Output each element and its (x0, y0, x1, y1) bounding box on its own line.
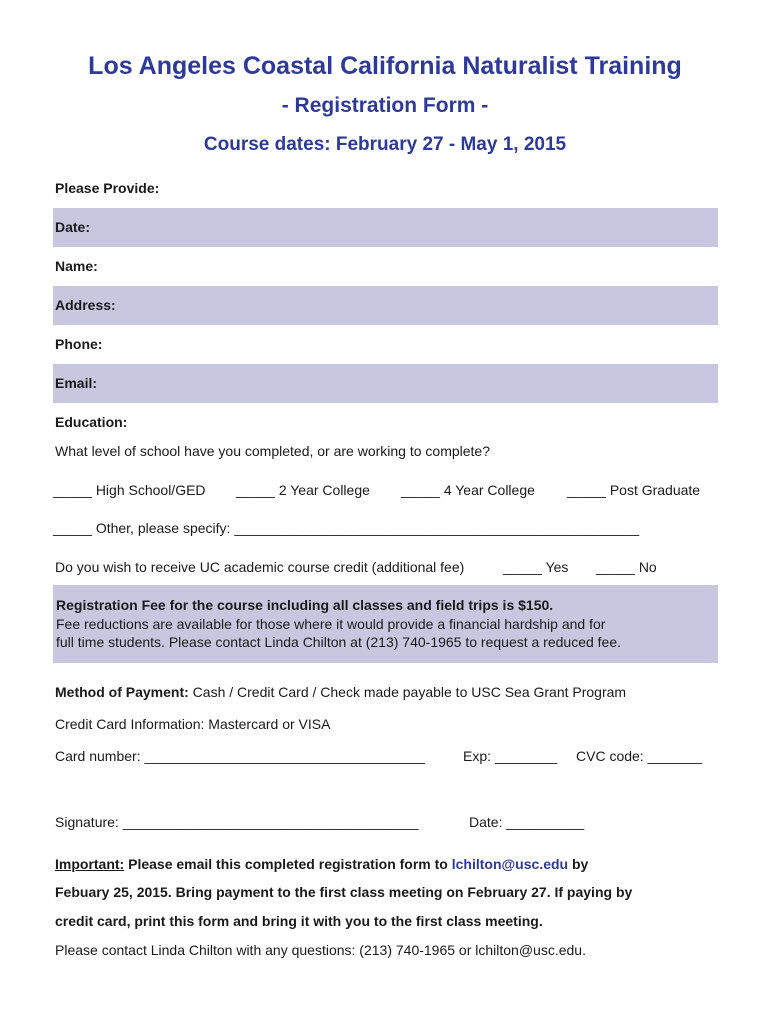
cvc-field[interactable]: CVC code: _______ (576, 748, 703, 764)
payment-method-value: Cash / Credit Card / Check made payable to USC Sea Grant Program (188, 684, 627, 700)
important-line-3: credit card, print this form and bring it with you to the first class meeting. (55, 913, 543, 929)
form-title: Los Angeles Coastal California Naturalist Training (88, 52, 682, 80)
important-text: Please email this completed registration form to (124, 856, 452, 872)
important-text-end: by (568, 856, 589, 872)
option-2-year-college[interactable]: _____ 2 Year College (236, 482, 370, 498)
exp-field[interactable]: Exp: ________ (463, 748, 558, 764)
credit-question: Do you wish to receive UC academic course credit (additional fee) (55, 559, 465, 575)
email-field[interactable] (53, 364, 718, 403)
important-line-1 (55, 856, 588, 872)
payment-method-label: Method of Payment: (55, 684, 189, 700)
contact-email-link[interactable]: lchilton@usc.edu (451, 856, 569, 872)
date-field[interactable] (53, 208, 718, 247)
contact-line: Please contact Linda Chilton with any questions: (213) 740-1965 or lchilton@usc.edu. (55, 942, 586, 958)
fee-heading: Registration Fee for the course including all classes and field trips is $150. (56, 597, 554, 613)
option-high-school[interactable]: _____ High School/GED (53, 482, 206, 498)
address-label: Address: (55, 297, 116, 313)
fee-line-2: full time students. Please contact Linda Chilton at (213) 740-1965 to request a reduced fee. (56, 634, 622, 650)
phone-field[interactable] (53, 325, 718, 364)
credit-no[interactable]: _____ No (596, 559, 657, 575)
form-subtitle: - Registration Form - (281, 94, 489, 117)
option-other[interactable]: _____ Other, please specify: ____________________________________________________ (53, 520, 640, 536)
option-post-graduate[interactable]: _____ Post Graduate (567, 482, 701, 498)
signature-date-field[interactable]: Date: __________ (469, 814, 585, 830)
name-label: Name: (55, 258, 98, 274)
fee-line-1: Fee reductions are available for those where it would provide a financial hardship and for (56, 616, 606, 632)
date-label: Date: (55, 219, 91, 235)
important-label: Important: (55, 856, 125, 872)
address-field[interactable] (53, 286, 718, 325)
card-info: Credit Card Information: Mastercard or VISA (55, 716, 331, 732)
name-field[interactable] (53, 247, 718, 286)
important-line-2: Febuary 25, 2015. Bring payment to the first class meeting on February 27. If paying by (55, 884, 633, 900)
fee-details (56, 615, 706, 651)
education-question: What level of school have you completed, or are working to complete? (55, 443, 491, 459)
email-label: Email: (55, 375, 98, 391)
payment-method (55, 684, 626, 700)
please-provide-label: Please Provide: (55, 180, 160, 196)
registration-fee-box (53, 585, 718, 663)
education-heading: Education: (55, 414, 128, 430)
card-number-field[interactable]: Card number: ____________________________________ (55, 748, 425, 764)
course-dates: Course dates: February 27 - May 1, 2015 (203, 134, 567, 155)
option-4-year-college[interactable]: _____ 4 Year College (401, 482, 535, 498)
credit-yes[interactable]: _____ Yes (503, 559, 569, 575)
signature-field[interactable]: Signature: ______________________________________ (55, 814, 419, 830)
phone-label: Phone: (55, 336, 103, 352)
